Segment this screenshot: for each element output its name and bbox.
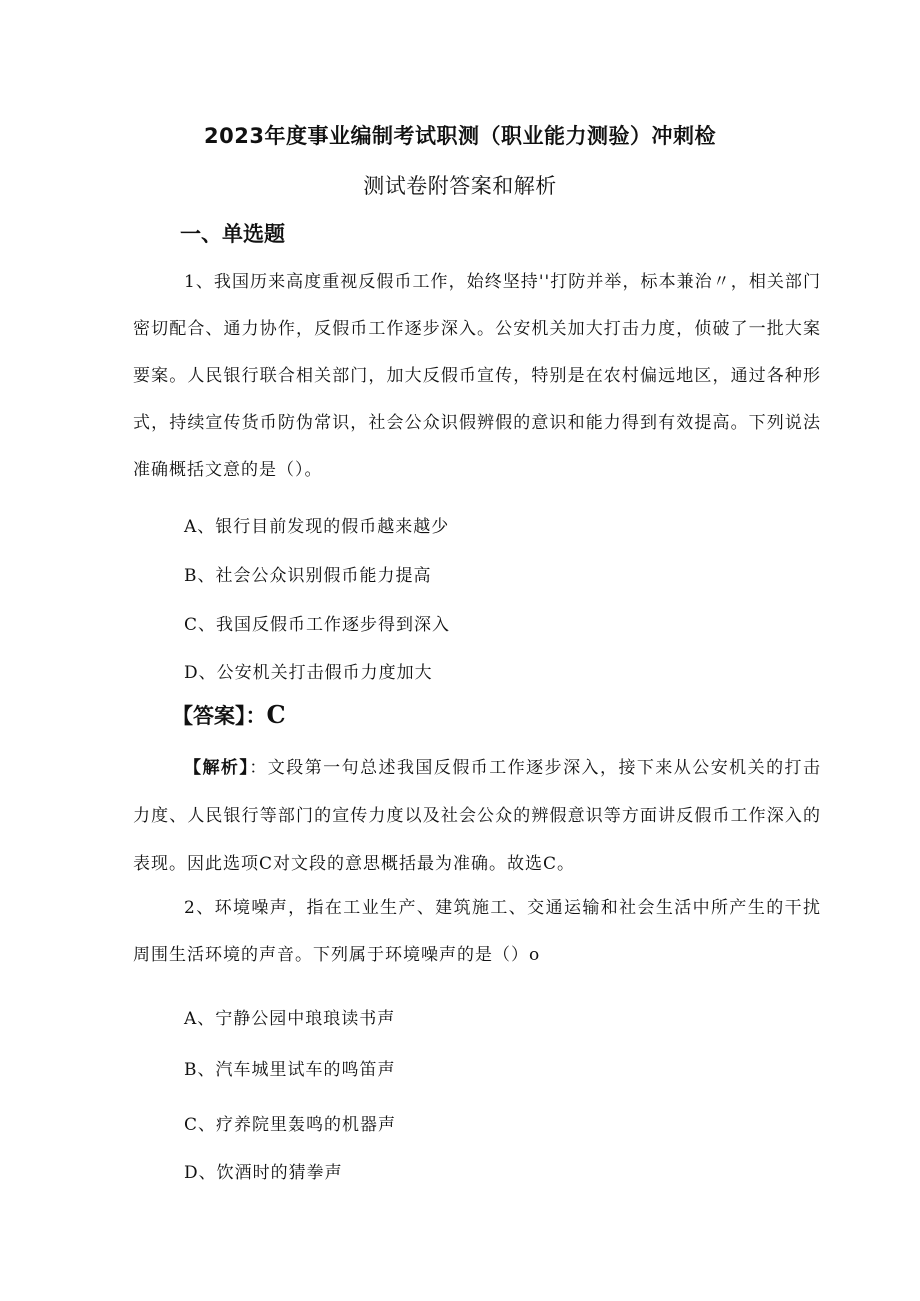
answer-label: 【答案】： [172,704,267,728]
question-2-option-a: A、宁静公园中琅琅读书声 [184,1009,396,1029]
document-title-line-1: 2023年度事业编制考试职测（职业能力测验）冲刺检 [204,124,716,148]
question-2-option-c: C、疗养院里轰鸣的机器声 [184,1115,397,1135]
question-2-option-b: B、汽车城里试车的鸣笛声 [184,1060,396,1080]
question-1-option-b: B、社会公众识别假币能力提高 [184,566,432,586]
section-heading: 一、单选题 [180,222,285,246]
question-1-answer [172,700,286,730]
question-2-stem: 2、环境噪声，指在工业生产、建筑施工、交通运输和社会生活中所产生的干扰周围生活环境的声音。下列属于环境噪声的是（）o [133,898,821,965]
question-1-option-a: A、银行目前发现的假币越来越少 [184,517,450,537]
question-1-option-c: C、我国反假币工作逐步得到深入 [184,615,451,635]
document-title-line-2: 测试卷附答案和解析 [363,174,557,198]
question-1-analysis [133,744,821,888]
question-1-option-d: D、公安机关打击假币力度加大 [184,663,433,683]
analysis-label: 【解析】 [184,758,250,778]
question-2-option-d: D、饮酒时的猜拳声 [184,1163,343,1183]
analysis-text: ：文段第一句总述我国反假币工作逐步深入，接下来从公安机关的打击力度、人民银行等部门的宣传力度以及社会公众的辨假意识等方面讲反假币工作深入的表现。因此选项C对文段的意思概括最为准确。故选C。 [133,758,822,874]
question-1-stem: 1、我国历来高度重视反假币工作，始终坚持''打防并举，标本兼治〃，相关部门密切配合、通力协作，反假币工作逐步深入。公安机关加大打击力度，侦破了一批大案要案。人民银行联合相关部门，加大反假币宣传，特别是在农村偏远地区，通过各种形式，持续宣传货币防伪常识，社会公众识假辨假的意识和能力得到有效提高。下列说法准确概括文意的是（）。 [133,272,821,480]
answer-value: C [266,700,286,729]
